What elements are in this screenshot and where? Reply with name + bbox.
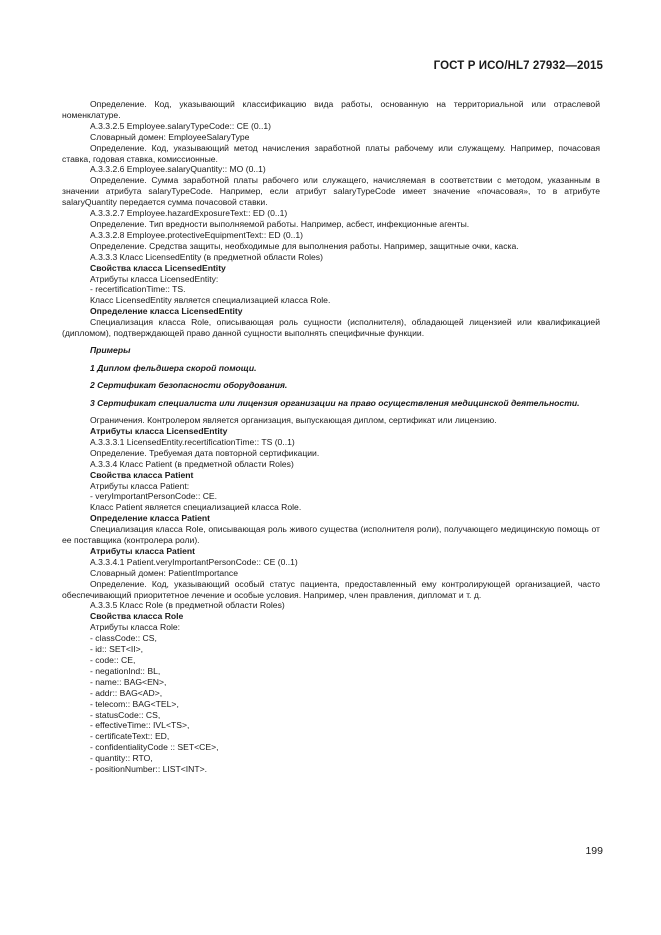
paragraph: Определение. Тип вредности выполняемой работы. Например, асбест, инфекционные агенты. <box>90 218 470 229</box>
section-heading: A.3.3.3 Класс LicensedEntity (в предметной области Roles) <box>90 251 323 262</box>
list-item: - recertificationTime:: TS. <box>90 284 186 295</box>
list-item: - id:: SET<II>, <box>90 644 144 655</box>
example-item: 1 Диплом фельдшера скорой помощи. <box>90 362 257 373</box>
subheading: Определение класса Patient <box>90 513 211 524</box>
page-number: 199 <box>585 845 603 857</box>
list-item: - certificateText:: ED, <box>90 731 170 742</box>
subheading: Определение класса LicensedEntity <box>90 306 243 317</box>
paragraph: Специализация класса Role, описывающая роль сущности (исполнителя), обладающей лицензией или квалификацией (дипломом), подтверждающей право данной сущности выполнять специфичные функции. <box>62 317 600 339</box>
list-item: - positionNumber:: LIST<INT>. <box>90 764 208 775</box>
list-item: - classCode:: CS, <box>90 633 157 644</box>
list-item: - veryImportantPersonCode:: CE. <box>90 491 218 502</box>
list-item: - negationInd:: BL, <box>90 665 161 676</box>
list-item: - addr:: BAG<AD>, <box>90 687 163 698</box>
paragraph: Определение. Требуемая дата повторной сертификации. <box>90 447 320 458</box>
paragraph: Атрибуты класса LicensedEntity: <box>90 273 219 284</box>
section-number: A.3.3.2.7 Employee.hazardExposureText:: ED (0..1) <box>90 208 288 219</box>
paragraph: Определение. Код, указывающий особый статус пациента, предоставленный ему контролирующей организацией, часто обеспечивающий приоритетное лечение и особые условия. Например, член правления, дипломат и т. д. <box>62 578 600 600</box>
paragraph: Словарный домен: EmployeeSalaryType <box>90 131 250 142</box>
paragraph: Класс LicensedEntity является специализацией класса Role. <box>90 295 331 306</box>
section-number: A.3.3.3.1 LicensedEntity.recertificationTime:: TS (0..1) <box>90 436 295 447</box>
paragraph: Атрибуты класса Role: <box>90 622 181 633</box>
subheading: Атрибуты класса Patient <box>90 545 195 556</box>
list-item: - effectiveTime:: IVL<TS>, <box>90 720 190 731</box>
paragraph: Определение. Код, указывающий метод начисления заработной платы рабочему или служащему. Например, почасовая ставка, годовая ставка, комиссионные. <box>62 142 600 164</box>
paragraph: Класс Patient является специализацией класса Role. <box>90 502 302 513</box>
list-item: - name:: BAG<EN>, <box>90 676 167 687</box>
list-item: - telecom:: BAG<TEL>, <box>90 698 179 709</box>
section-heading: A.3.3.4 Класс Patient (в предметной области Roles) <box>90 458 294 469</box>
subheading: Атрибуты класса LicensedEntity <box>90 425 228 436</box>
list-item: - confidentialityCode :: SET<CE>, <box>90 742 219 753</box>
paragraph: Словарный домен: PatientImportance <box>90 567 238 578</box>
example-item: 2 Сертификат безопасности оборудования. <box>90 380 288 391</box>
paragraph: Определение. Код, указывающий классификацию вида работы, основанную на территориальной или отраслевой номенклатуре. <box>62 99 600 120</box>
example-item: 3 Сертификат специалиста или лицензия организации на право осуществления медицинской деятельности. <box>90 397 580 408</box>
section-number: A.3.3.4.1 Patient.veryImportantPersonCode:: CE (0..1) <box>90 556 298 567</box>
list-item: - statusCode:: CS, <box>90 709 161 720</box>
paragraph: Определение. Средства защиты, необходимые для выполнения работы. Например, защитные очки, каска. <box>90 240 519 251</box>
paragraph: Ограничения. Контролером является организация, выпускающая диплом, сертификат или лицензию. <box>90 415 497 426</box>
paragraph: Определение. Сумма заработной платы рабочего или служащего, начисляемая в соответствии с методом, указанным в значении атрибута salaryTypeCode. Например, если атрибут salaryTypeCode имеет значение «почасовая», то в атрибуте salaryQuantity передается сумма почасовой ставки. <box>62 175 600 208</box>
list-item: - code:: CE, <box>90 655 136 665</box>
section-number: A.3.3.2.5 Employee.salaryTypeCode:: CE (0..1) <box>90 120 272 131</box>
document-header: ГОСТ Р ИСО/HL7 27932—2015 <box>433 60 603 72</box>
paragraph: Атрибуты класса Patient: <box>90 480 190 491</box>
subheading: Свойства класса Patient <box>90 469 194 480</box>
section-number: A.3.3.2.8 Employee.protectiveEquipmentText:: ED (0..1) <box>90 229 304 240</box>
list-item: - quantity:: RTO, <box>90 753 153 764</box>
document-body <box>62 99 600 775</box>
examples-heading: Примеры <box>90 345 131 356</box>
subheading: Свойства класса LicensedEntity <box>90 262 226 273</box>
paragraph: Специализация класса Role, описывающая роль живого существа (исполнителя роли), получающего медицинскую помощь от ее поставщика (контролера роли). <box>62 524 600 546</box>
section-heading: A.3.3.5 Класс Role (в предметной области Roles) <box>90 600 285 611</box>
section-number: A.3.3.2.6 Employee.salaryQuantity:: MO (0..1) <box>90 164 266 175</box>
subheading: Свойства класса Role <box>90 611 184 622</box>
